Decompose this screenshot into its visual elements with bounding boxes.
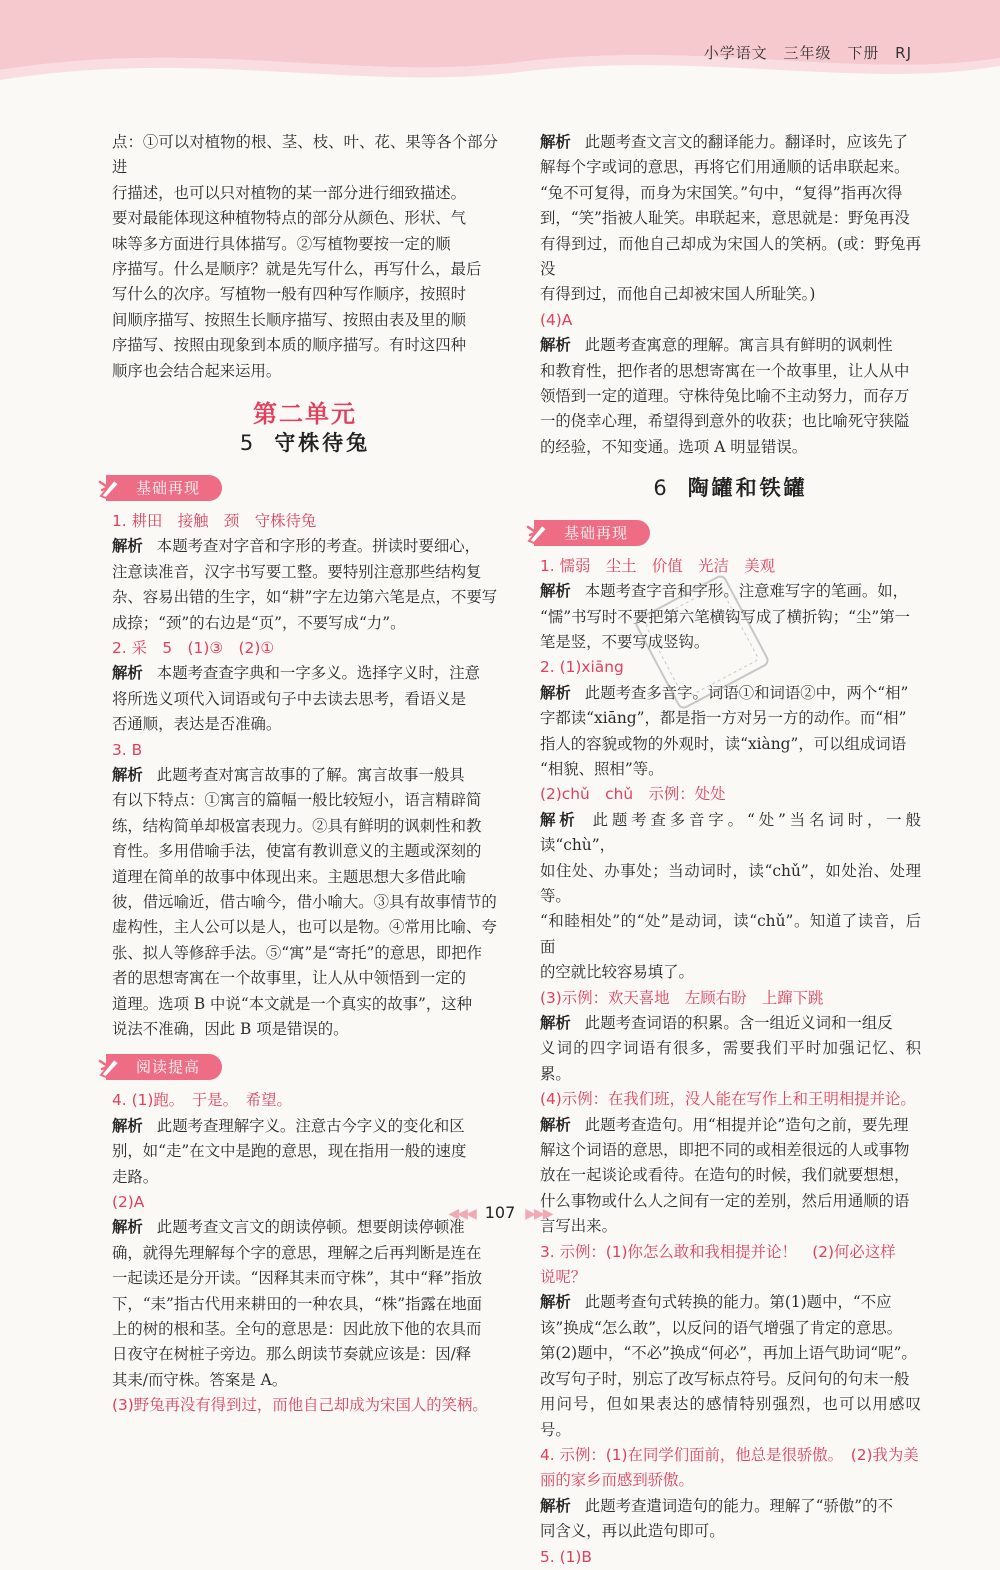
answer-4-4: (4)A xyxy=(540,310,573,329)
text-line: “兔不可复得，而身为宋国笑。”句中，“复得”指再次得 xyxy=(540,183,903,202)
lesson-title xyxy=(540,476,921,501)
text-line: 什么事物或什么人之间有一定的差别，然后用通顺的语 xyxy=(540,1191,910,1210)
text-line: 言写出来。 xyxy=(540,1217,617,1236)
right-arrows-icon: ▶▶▶ xyxy=(525,1206,552,1222)
text-line: 顺序也会结合起来运用。 xyxy=(112,361,282,380)
text-line: 此题考查造句。用“相提并论”造句之前，要先理 xyxy=(584,1115,909,1134)
analysis-label: 解析 xyxy=(112,765,143,784)
analysis-4 xyxy=(112,1114,498,1190)
text-line: 此题考查理解字义。注意古今字义的变化和区 xyxy=(156,1116,465,1135)
section-label: 基础再现 xyxy=(106,475,222,501)
text-line: 此题考查文言文的翻译能力。翻译时，应该先了 xyxy=(584,133,909,151)
right-column xyxy=(540,130,921,1570)
text-line: 将所选义项代入词语或句子中去读去思考，看语义是 xyxy=(112,689,466,708)
text-line: 和教育性，把作者的思想寄寓在一个故事里，让人从中 xyxy=(540,361,910,380)
analysis-4 xyxy=(540,1494,921,1545)
text-line: 有以下特点：①寓言的篇幅一般比较短小，语言精辟简 xyxy=(112,791,482,810)
text-line: 丽的家乡而感到骄傲。 xyxy=(540,1471,694,1490)
text-line: 领悟到一定的道理。守株待兔比喻不主动努力，而存万 xyxy=(540,387,910,406)
text-line: “相貌、照相”等。 xyxy=(540,759,664,778)
text-line: 第(2)题中，“不必”换成“何必”，再加上语气助词“呢”。 xyxy=(540,1344,917,1363)
analysis-label: 解析 xyxy=(540,810,579,829)
pencil-icon xyxy=(526,521,552,545)
text-line: 此题考查多音字。词语①和词语②中，两个“相” xyxy=(584,683,909,702)
analysis-label: 解析 xyxy=(540,1293,571,1312)
text-line: 解每个字或词的意思，再将它们用通顺的话串联起来。 xyxy=(540,158,910,177)
header-info xyxy=(694,42,912,63)
lesson-number: 5 xyxy=(239,431,257,456)
text-line: 育性。多用借喻手法，使富有教训意义的主题或深刻的 xyxy=(112,842,482,861)
lesson-title xyxy=(112,431,498,456)
page-footer xyxy=(0,1203,1000,1222)
header-term: 下册 xyxy=(847,44,880,62)
answer-2-2: (2)chǔ chǔ 示例：处处 xyxy=(540,785,726,804)
text-line: 解这个词语的意思，即把不同的或相差很远的人或事物 xyxy=(540,1141,910,1160)
text-line: 说法不准确，因此 B 项是错误的。 xyxy=(112,1020,349,1038)
text-line: 走路。 xyxy=(112,1167,159,1186)
answer-4-2: (2)A xyxy=(112,1193,145,1212)
section-label: 基础再现 xyxy=(534,520,650,546)
left-arrows-icon: ◀◀◀ xyxy=(448,1206,475,1222)
analysis-4-2 xyxy=(112,1215,498,1393)
text-line: 者的思想寄寓在一个故事里，让人从中领悟到一定的 xyxy=(112,969,466,988)
text-line: 指人的容貌或物的外观时，读“xiàng”，可以组成词语 xyxy=(540,734,907,753)
text-line: 本题考查查字典和一字多义。选择字义时，注意 xyxy=(156,664,481,683)
analysis-label: 解析 xyxy=(112,1116,143,1135)
text-line: 此题考查对寓言故事的了解。寓言故事一般具 xyxy=(156,765,465,784)
section-banner xyxy=(534,520,650,546)
text-line: 此题考查多音字。“处”当名词时，一般读“chù”， xyxy=(540,810,921,855)
analysis-2-2 xyxy=(540,808,921,986)
text-line: 行描述，也可以只对植物的某一部分进行细致描述。 xyxy=(112,183,466,202)
pencil-icon xyxy=(98,1055,124,1079)
text-line: “和睦相处”的“处”是动词，读“chǔ”。知道了读音，后面 xyxy=(540,912,921,956)
text-line: 用问号，但如果表达的感情特别强烈，也可以用感叹号。 xyxy=(540,1395,921,1439)
answer-2-4: (4)示例：在我们班，没人能在写作上和王明相提并论。 xyxy=(540,1090,916,1109)
page-number: 107 xyxy=(484,1203,516,1222)
analysis-label: 解析 xyxy=(112,664,143,683)
text-line: 放在一起谈论或看待。在造句的时候，我们就要想想， xyxy=(540,1166,910,1185)
text-line: 3. 示例：(1)你怎么敢和我相提并论！ (2)何必这样 xyxy=(540,1242,896,1261)
text-line: 此题考查词语的积累。含一组近义词和一组反 xyxy=(584,1014,893,1032)
text-line: 间顺序描写、按照生长顺序描写、按照由表及里的顺 xyxy=(112,310,466,329)
text-line: 练，结构简单却极富表现力。②具有鲜明的讽刺性和教 xyxy=(112,816,482,835)
text-line: 注意读准音，汉字书写要工整。要特别注意那些结构复 xyxy=(112,562,482,581)
text-line: 有得到过，而他自己却被宋国人所耻笑。) xyxy=(540,285,816,304)
answer-1: 1. 懦弱 尘土 价值 光洁 美观 xyxy=(540,556,776,575)
answer-4: 4. (1)跑。 于是。 希望。 xyxy=(112,1091,292,1110)
section-banner xyxy=(106,475,222,501)
pencil-icon xyxy=(98,476,124,500)
text-line: 要对最能体现这种植物特点的部分从颜色、形状、气 xyxy=(112,209,466,228)
answer-2: 2. 采 5 (1)③ (2)① xyxy=(112,638,275,657)
section-label: 阅读提高 xyxy=(106,1054,222,1080)
text-line: 的空就比较容易填了。 xyxy=(540,963,694,982)
text-line: 张、拟人等修辞手法。⑤“寓”是“寄托”的意思，即把作 xyxy=(112,943,483,962)
text-line: 一起读还是分开读。“因释其耒而守株”，其中“释”指放 xyxy=(112,1269,483,1288)
text-line: 味等多方面进行具体描写。②写植物要按一定的顺 xyxy=(112,234,451,253)
analysis-label: 解析 xyxy=(112,1218,143,1237)
text-line: 本题考查字音和字形。注意难写字的笔画。如， xyxy=(584,582,909,601)
analysis-label: 解析 xyxy=(540,683,571,702)
analysis-label: 解析 xyxy=(540,1496,571,1515)
unit-title: 第二单元 xyxy=(253,400,357,429)
analysis-label: 解析 xyxy=(112,537,143,556)
header-subject: 小学语文 xyxy=(703,44,768,62)
analysis-2 xyxy=(112,661,498,737)
intro-text xyxy=(112,130,498,384)
analysis-label: 解析 xyxy=(540,336,571,355)
text-line: 字都读“xiāng”，都是指一方对另一方的动作。而“相” xyxy=(540,709,907,728)
text-line: “懦”书写时不要把第六笔横钩写成了横折钩；“尘”第一 xyxy=(540,607,911,626)
analysis-4-4 xyxy=(540,333,921,460)
text-line: 其耒/而守株。答案是 A。 xyxy=(112,1370,288,1389)
text-line: 确，就得先理解每个字的意思，理解之后再判断是连在 xyxy=(112,1243,482,1262)
text-line: 点：①可以对植物的根、茎、枝、叶、花、果等各个部分进 xyxy=(112,133,498,177)
analysis-4-3 xyxy=(540,130,921,308)
text-line: 序描写。什么是顺序？就是先写什么，再写什么，最后 xyxy=(112,260,482,279)
left-column xyxy=(112,130,498,1419)
text-line: 杂、容易出错的生字，如“耕”字左边第六笔是点，不要写 xyxy=(112,588,498,607)
stamp-watermark xyxy=(632,572,772,712)
text-line: 上的树的根和茎。全句的意思是：因此放下他的农具而 xyxy=(112,1320,482,1339)
text-line: 道理。选项 B 中说“本文就是一个真实的故事”，这种 xyxy=(112,994,473,1013)
text-line: 否通顺，表达是否准确。 xyxy=(112,715,282,734)
text-line: 本题考查对字音和字形的考查。拼读时要细心， xyxy=(156,537,481,556)
text-line: 4. 示例：(1)在同学们面前，他总是很骄傲。 (2)我为美 xyxy=(540,1445,919,1464)
section-banner xyxy=(106,1054,222,1080)
answer-3: 3. B xyxy=(112,740,143,759)
text-line: 改写句子时，别忘了改写标点符号。反问句的句末一般 xyxy=(540,1369,910,1388)
text-line: 到，“笑”指被人耻笑。串联起来，意思就是：野兔再没 xyxy=(540,209,910,228)
text-line: 一的侥幸心理，希望得到意外的收获；也比喻死守狭隘 xyxy=(540,412,910,431)
text-line: 说呢？ xyxy=(540,1268,587,1287)
text-line: 成捺；“颈”的右边是“页”，不要写成“力”。 xyxy=(112,613,406,632)
answer-1: 1. 耕田 接触 颈 守株待兔 xyxy=(112,511,317,530)
analysis-label: 解析 xyxy=(540,1014,571,1032)
answer-2: 2. (1)xiāng xyxy=(540,658,624,677)
text-line: 同含义，再以此造句即可。 xyxy=(540,1522,725,1541)
answer-4 xyxy=(540,1443,921,1494)
analysis-3 xyxy=(112,763,498,1042)
analysis-label: 解析 xyxy=(540,1115,571,1134)
text-line: 此题考查寓意的理解。寓言具有鲜明的讽刺性 xyxy=(584,336,893,355)
analysis-1 xyxy=(112,534,498,636)
text-line: 此题考查文言文的朗读停顿。想要朗读停顿准 xyxy=(156,1218,465,1237)
text-line: 此题考查句式转换的能力。第(1)题中，“不应 xyxy=(584,1293,892,1312)
analysis-label: 解析 xyxy=(540,133,571,151)
text-line: 的经验，不知变通。选项 A 明显错误。 xyxy=(540,437,808,456)
text-line: 写什么的次序。写植物一般有四种写作顺序，按照时 xyxy=(112,285,466,304)
text-line: 虚构性，主人公可以是人，也可以是物。④常用比喻、夸 xyxy=(112,918,497,937)
text-line: 此题考查遣词造句的能力。理解了“骄傲”的不 xyxy=(584,1496,893,1515)
text-line: 义词的四字词语有很多，需要我们平时加强记忆、积累。 xyxy=(540,1039,921,1083)
text-line: 彼，借远喻近，借古喻今，借小喻大。③具有故事情节的 xyxy=(112,892,497,911)
answer-3 xyxy=(540,1240,921,1291)
analysis-3 xyxy=(540,1290,921,1442)
lesson-name: 守株待兔 xyxy=(274,431,371,456)
text-line: 有得到过，而他自己却成为宋国人的笑柄。(或：野兔再没 xyxy=(540,234,921,279)
text-line: 道理在简单的故事中体现出来。主题思想大多借此喻 xyxy=(112,867,466,886)
analysis-2-3 xyxy=(540,1011,921,1087)
analysis-label: 解析 xyxy=(540,582,571,601)
text-line: 笔是竖，不要写成竖钩。 xyxy=(540,632,710,651)
answer-5: 5. (1)B xyxy=(540,1547,592,1566)
lesson-number: 6 xyxy=(653,476,670,501)
text-line: 别，如“走”在文中是跑的意思，现在指用一般的速度 xyxy=(112,1142,467,1161)
text-line: 序描写、按照由现象到本质的顺序描写。有时这四种 xyxy=(112,336,466,355)
text-line: 日夜守在树桩子旁边。那么朗读节奏就应该是：因/释 xyxy=(112,1345,472,1364)
text-line: 该”换成“怎么敢”，以反问的语气增强了肯定的意思。 xyxy=(540,1318,903,1337)
lesson-name: 陶罐和铁罐 xyxy=(687,476,808,501)
text-line: 下，“耒”指古代用来耕田的一种农具，“株”指露在地面 xyxy=(112,1294,483,1313)
header-grade: 三年级 xyxy=(783,44,832,62)
answer-4-3: (3)野兔再没有得到过，而他自己却成为宋国人的笑柄。 xyxy=(112,1396,488,1415)
answer-2-3: (3)示例：欢天喜地 左顾右盼 上蹿下跳 xyxy=(540,988,824,1007)
text-line: 如住处、办事处；当动词时，读“chǔ”，如处治、处理等。 xyxy=(540,861,921,905)
header-edition: RJ xyxy=(895,44,912,62)
